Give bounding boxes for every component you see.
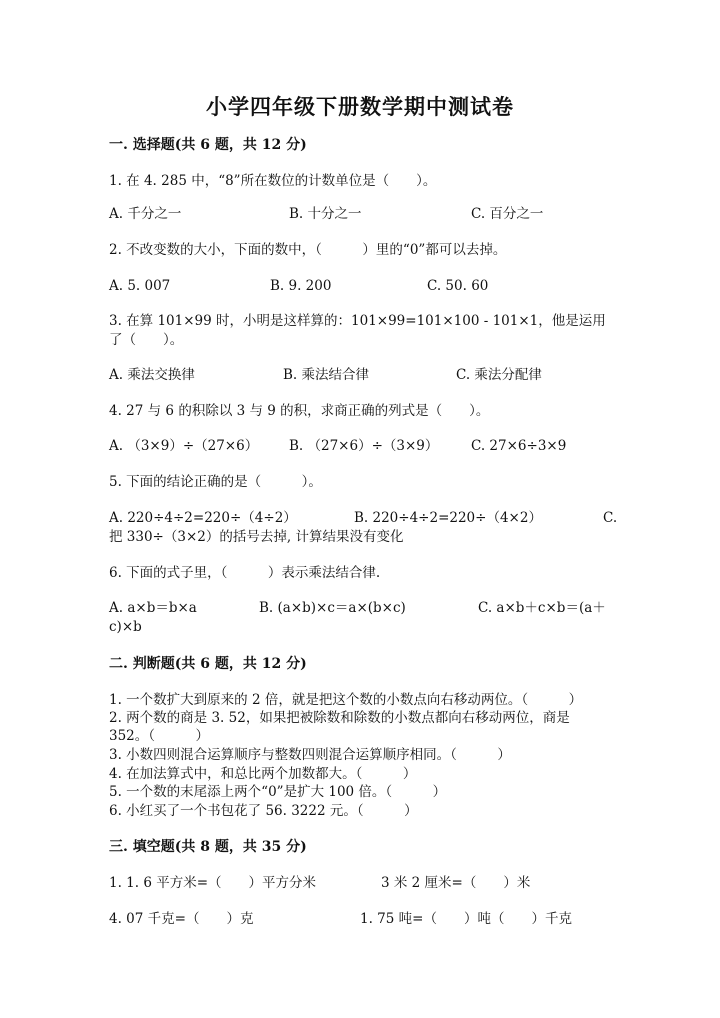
question-text: 2. 不改变数的大小，下面的数中，（ ）里的“0”都可以去掉。 <box>109 242 507 258</box>
option-a: A. 千分之一 <box>109 206 182 222</box>
judgement-item: 4. 在加法算式中，和总比两个加数都大。（ ） <box>109 766 417 782</box>
judgement-item: 3. 小数四则混合运算顺序与整数四则混合运算顺序相同。（ ） <box>109 747 511 763</box>
judgement-item: 6. 小红买了一个书包花了 56. 3222 元。（ ） <box>109 803 418 819</box>
option-b: B. 220÷4÷2=220÷（4×2） <box>354 510 542 526</box>
section-heading-choice: 一. 选择题(共 6 题，共 12 分) <box>109 137 307 153</box>
fill-item: 1. 75 吨=（ ）吨（ ）千克 <box>360 911 572 927</box>
option-b: B. 9. 200 <box>270 278 332 294</box>
judgement-item: 1. 一个数扩大到原来的 2 倍，就是把这个数的小数点向右移动两位。（ ） <box>109 692 583 708</box>
judgement-item: 5. 一个数的末尾添上两个“0”是扩大 100 倍。（ ） <box>109 784 447 800</box>
page-title: 小学四年级下册数学期中测试卷 <box>206 94 514 119</box>
section-heading-judgement: 二. 判断题(共 6 题，共 12 分) <box>109 656 307 672</box>
judgement-item: 2. 两个数的商是 3. 52，如果把被除数和除数的小数点都向右移动两位，商是 <box>109 710 570 726</box>
option-a: A. （3×9）÷（27×6） <box>109 438 259 454</box>
option-a: A. 5. 007 <box>109 278 171 294</box>
question-text-cont: 了（ ）。 <box>109 332 184 348</box>
option-a: A. 220÷4÷2=220÷（4÷2） <box>109 510 297 526</box>
option-b: B. （27×6）÷（3×9） <box>289 438 439 454</box>
option-c: C. 50. 60 <box>427 278 489 294</box>
option-a: A. 乘法交换律 <box>109 367 195 383</box>
option-c: C. 27×6÷3×9 <box>471 438 567 454</box>
option-c-continued: 把 330÷（3×2）的括号去掉, 计算结果没有变化 <box>109 529 404 545</box>
option-c-continued: c)×b <box>109 619 142 635</box>
option-c: C. 乘法分配律 <box>456 367 542 383</box>
question-text: 1. 在 4. 285 中，“8”所在数位的计数单位是（ ）。 <box>109 173 437 189</box>
option-b: B. (a×b)×c＝a×(b×c) <box>259 600 406 616</box>
question-text: 4. 27 与 6 的积除以 3 与 9 的积，求商正确的列式是（ ）。 <box>109 403 490 419</box>
question-text: 6. 下面的式子里，（ ）表示乘法结合律. <box>109 565 381 581</box>
judgement-item-cont: 352。（ ） <box>109 728 210 744</box>
fill-item: 3 米 2 厘米=（ ）米 <box>381 875 531 891</box>
option-a: A. a×b＝b×a <box>109 600 197 616</box>
fill-item: 1. 1. 6 平方米=（ ）平方分米 <box>109 875 317 891</box>
section-heading-fill: 三. 填空题(共 8 题，共 35 分) <box>109 839 307 855</box>
question-text: 3. 在算 101×99 时，小明是这样算的：101×99=101×100 - 101×1，他是运用 <box>109 313 606 329</box>
option-c: C. a×b＋c×b＝(a＋ <box>478 600 606 616</box>
fill-item: 4. 07 千克=（ ）克 <box>109 911 254 927</box>
question-text: 5. 下面的结论正确的是（ ）。 <box>109 474 322 490</box>
option-c: C. <box>603 510 618 526</box>
option-c: C. 百分之一 <box>471 206 544 222</box>
option-b: B. 十分之一 <box>289 206 362 222</box>
option-b: B. 乘法结合律 <box>283 367 370 383</box>
